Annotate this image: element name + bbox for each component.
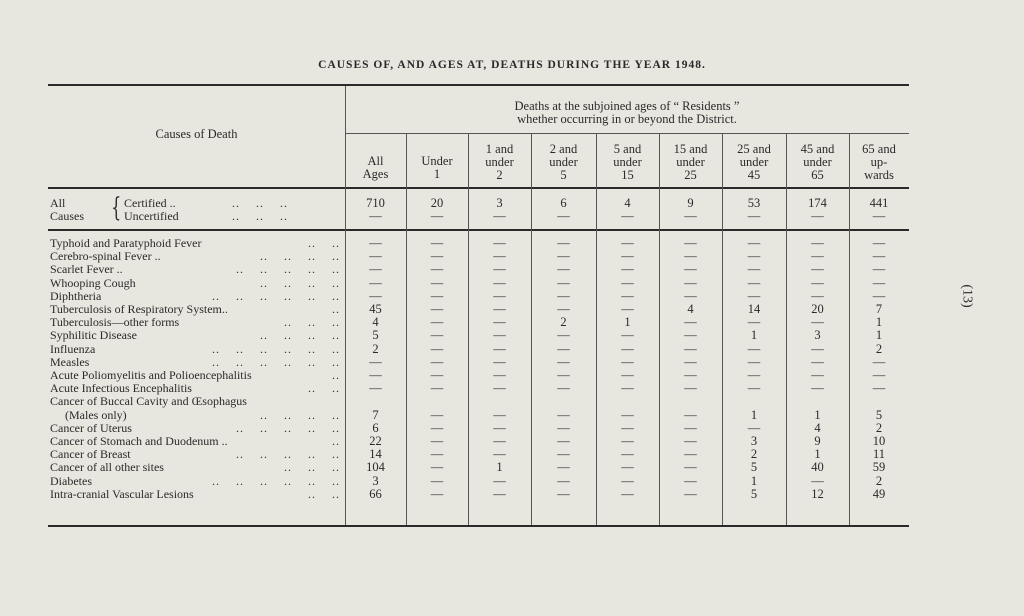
row-value: —: [684, 249, 697, 264]
row-value: —: [684, 275, 697, 290]
row-value: —: [872, 381, 886, 396]
row-value: —: [557, 341, 570, 356]
row-value: —: [621, 328, 634, 343]
row-label: Measles: [50, 354, 90, 369]
row-value: —: [369, 262, 382, 277]
row-value: 22: [369, 434, 382, 448]
column-header-3-line1: 1 and: [485, 142, 514, 156]
row-value: 5: [750, 486, 758, 501]
certified-value: 6: [560, 196, 567, 210]
row-value: 2: [875, 420, 883, 435]
uncertified-value: —: [811, 209, 824, 223]
row-value: —: [493, 249, 506, 264]
row-value: —: [430, 354, 444, 369]
group-underline: [345, 133, 909, 134]
row-label: Cancer of Buccal Cavity and Œsophagus: [50, 394, 247, 409]
row-value: 5: [750, 460, 758, 475]
row-label: Cancer of Uterus: [50, 420, 132, 435]
row-label: Syphilitic Disease: [50, 328, 137, 343]
row-leader-dots: ..: [332, 302, 340, 316]
row-value: 3: [814, 328, 821, 343]
certified-value: 9: [687, 196, 694, 210]
row-value: —: [811, 473, 824, 488]
row-value: —: [493, 236, 506, 250]
row-value: —: [621, 249, 634, 264]
row-label: Diphtheria: [50, 288, 102, 303]
row-value: —: [557, 236, 570, 250]
row-leader-dots: .. .. .. .. ..: [236, 262, 340, 277]
column-header-8-line2: under: [803, 155, 832, 169]
row-value: —: [811, 249, 824, 264]
column-header-9-line3: wards: [864, 168, 894, 182]
row-value: —: [811, 354, 824, 369]
row-value: —: [684, 420, 697, 435]
all-causes-brace: {: [111, 193, 122, 223]
certified-value: 20: [430, 196, 444, 210]
row-value: 9: [814, 434, 821, 448]
row-value: —: [621, 368, 634, 382]
row-value: —: [811, 288, 824, 303]
row-value: 7: [875, 302, 883, 316]
row-value: —: [811, 368, 824, 382]
row-value: —: [369, 275, 382, 290]
row-value: —: [684, 407, 697, 422]
row-value: 59: [872, 460, 886, 475]
row-value: —: [684, 341, 697, 356]
row-label: Typhoid and Paratyphoid Fever: [50, 236, 202, 250]
row-value: 4: [814, 420, 821, 435]
row-value: —: [872, 275, 886, 290]
row-value: 5: [372, 328, 379, 343]
row-value: —: [811, 381, 824, 396]
row-value: —: [430, 473, 444, 488]
group-header-line1: Deaths at the subjoined ages of “ Residents ”: [514, 99, 740, 113]
column-header-6-line2: under: [676, 155, 705, 169]
row-value: —: [430, 249, 444, 264]
uncertified-value: —: [747, 209, 761, 223]
row-value: —: [557, 354, 570, 369]
column-header-5-line2: under: [613, 155, 642, 169]
row-value: —: [684, 381, 697, 396]
row-value: —: [557, 328, 570, 343]
row-value: —: [493, 262, 506, 277]
row-label: Intra-cranial Vascular Lesions: [50, 486, 194, 501]
row-value: —: [684, 354, 697, 369]
row-value: —: [369, 249, 382, 264]
row-value: —: [747, 275, 761, 290]
causes-header: Causes of Death: [155, 127, 238, 141]
row-value: —: [430, 407, 444, 422]
row-value: 2: [372, 341, 379, 356]
column-header-4-line2: under: [549, 155, 578, 169]
row-value: 2: [750, 447, 758, 462]
row-leader-dots: ..: [332, 434, 340, 448]
uncertified-value: —: [369, 209, 382, 223]
column-header-2-line1: Under: [421, 154, 453, 168]
certified-value: 53: [747, 196, 761, 210]
row-value: —: [430, 434, 444, 448]
row-value: —: [621, 420, 634, 435]
certified-value: 441: [869, 196, 889, 210]
row-value: 1: [875, 328, 883, 343]
row-value: 40: [811, 460, 824, 475]
row-value: 1: [750, 473, 758, 488]
row-value: —: [811, 262, 824, 277]
row-leader-dots: .. .. .. ..: [260, 328, 340, 343]
page-title: CAUSES OF, AND AGES AT, DEATHS DURING THE YEAR 1948.: [318, 59, 706, 71]
row-leader-dots: .. ..: [308, 486, 340, 501]
row-value: —: [747, 354, 761, 369]
column-header-7-line3: 45: [747, 168, 761, 182]
row-value: —: [557, 368, 570, 382]
all-causes-label-causes: Causes: [50, 209, 84, 223]
uncertified-label: Uncertified: [124, 209, 179, 223]
row-value: 4: [687, 302, 694, 316]
row-value: —: [621, 354, 634, 369]
row-value: —: [557, 262, 570, 277]
row-value: —: [747, 315, 761, 330]
row-value: —: [493, 302, 506, 316]
side-page-number: (13): [959, 284, 975, 308]
row-value: —: [493, 275, 506, 290]
row-value: —: [493, 354, 506, 369]
row-value: 5: [875, 407, 883, 422]
row-value: 7: [372, 407, 379, 422]
row-value: —: [811, 315, 824, 330]
row-leader-dots: .. .. .. .. .. ..: [212, 341, 340, 356]
row-value: —: [684, 460, 697, 475]
row-label: Cancer of all other sites: [50, 460, 164, 475]
column-header-9-line2: up-: [870, 155, 888, 169]
row-leader-dots: .. ..: [308, 381, 340, 396]
row-value: —: [811, 236, 824, 250]
all-causes-label-all: All: [50, 196, 66, 210]
row-value: —: [872, 368, 886, 382]
row-value: —: [493, 381, 506, 396]
row-value: 1: [624, 315, 631, 330]
row-value: —: [493, 420, 506, 435]
uncertified-value: —: [493, 209, 506, 223]
row-value: —: [621, 447, 634, 462]
row-value: —: [621, 236, 634, 250]
row-value: —: [747, 381, 761, 396]
row-value: 45: [369, 302, 382, 316]
all-causes-rule: [48, 229, 909, 231]
row-value: 1: [875, 315, 883, 330]
row-leader-dots: .. .. .. ..: [260, 275, 340, 290]
row-value: 1: [750, 328, 758, 343]
row-value: 14: [369, 447, 382, 462]
group-header-line2: whether occurring in or beyond the District.: [517, 112, 737, 126]
row-value: —: [557, 486, 570, 501]
row-leader-dots: .. .. .. .. .. ..: [212, 288, 340, 303]
row-leader-dots: .. .. .. ..: [260, 249, 340, 264]
row-value: —: [493, 486, 506, 501]
column-header-3-line2: under: [485, 155, 514, 169]
column-header-7-line2: under: [739, 155, 769, 169]
row-value: —: [430, 315, 444, 330]
row-leader-dots: .. .. .. .. .. ..: [212, 354, 340, 369]
row-value: —: [557, 249, 570, 264]
row-value: —: [430, 341, 444, 356]
row-value: —: [557, 434, 570, 448]
row-label: Cancer of Breast: [50, 447, 131, 462]
row-label: (Males only): [50, 407, 127, 422]
row-value: —: [872, 262, 886, 277]
uncertified-value: —: [557, 209, 570, 223]
column-header-4-line3: 5: [560, 168, 567, 182]
row-value: —: [369, 288, 382, 303]
row-value: —: [621, 434, 634, 448]
row-value: —: [621, 381, 634, 396]
row-leader-dots: .. ..: [308, 236, 340, 250]
row-value: 10: [872, 434, 886, 448]
row-label: Tuberculosis—other forms: [50, 315, 180, 330]
row-value: 1: [814, 407, 821, 422]
row-value: —: [872, 249, 886, 264]
row-value: —: [684, 434, 697, 448]
row-label: Tuberculosis of Respiratory System..: [50, 302, 228, 316]
row-value: —: [430, 368, 444, 382]
row-value: —: [557, 381, 570, 396]
row-value: —: [684, 315, 697, 330]
row-value: —: [369, 368, 382, 382]
row-value: —: [747, 249, 761, 264]
certified-value: 174: [808, 196, 827, 210]
row-label: Cerebro-spinal Fever ..: [50, 249, 161, 264]
row-value: 6: [372, 420, 379, 435]
row-value: —: [557, 447, 570, 462]
bottom-rule: [48, 525, 909, 527]
row-value: —: [430, 288, 444, 303]
row-value: —: [369, 381, 382, 396]
row-value: —: [493, 315, 506, 330]
row-value: 20: [811, 302, 824, 316]
row-value: —: [430, 381, 444, 396]
row-value: —: [621, 262, 634, 277]
row-value: —: [621, 407, 634, 422]
head-rule: [48, 187, 909, 189]
row-value: —: [493, 288, 506, 303]
row-value: —: [872, 354, 886, 369]
row-value: 2: [560, 315, 567, 330]
row-value: —: [684, 473, 697, 488]
certified-dots: .. .. ..: [232, 196, 288, 210]
uncertified-value: —: [621, 209, 634, 223]
uncertified-dots: .. .. ..: [232, 209, 288, 223]
row-value: —: [621, 288, 634, 303]
column-header-5-line1: 5 and: [613, 142, 642, 156]
row-value: —: [430, 420, 444, 435]
row-leader-dots: .. .. .. .. .. ..: [212, 473, 340, 488]
row-value: —: [872, 288, 886, 303]
row-value: —: [369, 354, 382, 369]
row-value: —: [430, 460, 444, 475]
uncertified-value: —: [430, 209, 444, 223]
row-value: —: [557, 302, 570, 316]
row-leader-dots: .. .. .. .. ..: [236, 420, 340, 435]
row-value: 66: [369, 486, 382, 501]
row-value: 1: [750, 407, 758, 422]
row-label: Acute Infectious Encephalitis: [50, 381, 192, 396]
certified-label: Certified ..: [124, 196, 176, 210]
row-value: —: [811, 341, 824, 356]
row-value: —: [747, 368, 761, 382]
row-value: —: [747, 236, 761, 250]
row-value: —: [430, 262, 444, 277]
row-value: —: [684, 447, 697, 462]
row-value: —: [811, 275, 824, 290]
row-value: —: [430, 328, 444, 343]
row-value: 104: [366, 460, 385, 475]
column-header-6-line1: 15 and: [673, 142, 708, 156]
column-header-7-line1: 25 and: [737, 142, 771, 156]
column-header-4-line1: 2 and: [549, 142, 578, 156]
row-value: —: [493, 341, 506, 356]
row-value: —: [430, 236, 444, 250]
certified-value: 710: [366, 196, 385, 210]
row-label: Diabetes: [50, 473, 92, 488]
row-value: 49: [872, 486, 886, 501]
row-value: —: [493, 447, 506, 462]
certified-value: 3: [496, 196, 503, 210]
row-value: —: [557, 275, 570, 290]
row-value: —: [621, 460, 634, 475]
row-value: —: [430, 486, 444, 501]
row-value: —: [747, 420, 761, 435]
row-value: 1: [814, 447, 821, 462]
row-value: 3: [750, 434, 758, 448]
row-value: —: [369, 236, 382, 250]
column-header-3-line3: 2: [496, 168, 503, 182]
column-header-8-line1: 45 and: [800, 142, 835, 156]
row-value: —: [493, 328, 506, 343]
row-value: —: [493, 368, 506, 382]
uncertified-value: —: [684, 209, 697, 223]
column-header-1-line1: All: [367, 154, 384, 168]
column-header-6-line3: 25: [684, 168, 697, 182]
row-value: —: [493, 473, 506, 488]
row-value: —: [747, 341, 761, 356]
row-value: —: [557, 288, 570, 303]
row-value: —: [684, 328, 697, 343]
row-value: 1: [496, 460, 503, 475]
row-leader-dots: ..: [332, 368, 340, 382]
row-value: —: [430, 302, 444, 316]
column-header-9-line1: 65 and: [862, 142, 896, 156]
row-label: Whooping Cough: [50, 275, 136, 290]
row-value: —: [557, 460, 570, 475]
row-value: 11: [872, 447, 886, 462]
row-value: —: [684, 262, 697, 277]
row-leader-dots: .. .. ..: [284, 315, 340, 330]
row-value: —: [557, 473, 570, 488]
row-value: —: [684, 236, 697, 250]
row-value: —: [747, 288, 761, 303]
row-value: 4: [372, 315, 379, 330]
row-label: Acute Poliomyelitis and Polioencephalitis: [50, 368, 252, 382]
row-value: 3: [372, 473, 379, 488]
row-value: —: [430, 447, 444, 462]
column-header-2-line2: 1: [433, 167, 441, 181]
row-value: —: [493, 434, 506, 448]
row-value: 12: [811, 486, 824, 501]
top-rule: [48, 84, 909, 86]
row-value: —: [557, 407, 570, 422]
column-header-5-line3: 15: [621, 168, 634, 182]
row-value: —: [684, 368, 697, 382]
row-value: —: [493, 407, 506, 422]
row-value: —: [621, 486, 634, 501]
row-value: —: [621, 302, 634, 316]
row-value: —: [872, 236, 886, 250]
row-label: Scarlet Fever ..: [50, 262, 123, 277]
row-value: —: [430, 275, 444, 290]
uncertified-value: —: [872, 209, 886, 223]
row-value: —: [684, 288, 697, 303]
row-leader-dots: .. .. ..: [284, 460, 340, 475]
row-value: —: [747, 262, 761, 277]
row-value: —: [621, 275, 634, 290]
row-value: —: [557, 420, 570, 435]
row-value: —: [621, 473, 634, 488]
row-value: 14: [747, 302, 761, 316]
certified-value: 4: [624, 196, 631, 210]
column-header-8-line3: 65: [811, 168, 824, 182]
row-leader-dots: .. .. .. ..: [260, 407, 340, 422]
row-leader-dots: .. .. .. .. ..: [236, 447, 340, 462]
row-value: 2: [875, 473, 883, 488]
row-value: —: [684, 486, 697, 501]
row-value: —: [621, 341, 634, 356]
row-label: Cancer of Stomach and Duodenum ..: [50, 434, 228, 448]
column-header-1-line2: Ages: [362, 167, 389, 181]
row-label: Influenza: [50, 341, 96, 356]
row-value: 2: [875, 341, 883, 356]
